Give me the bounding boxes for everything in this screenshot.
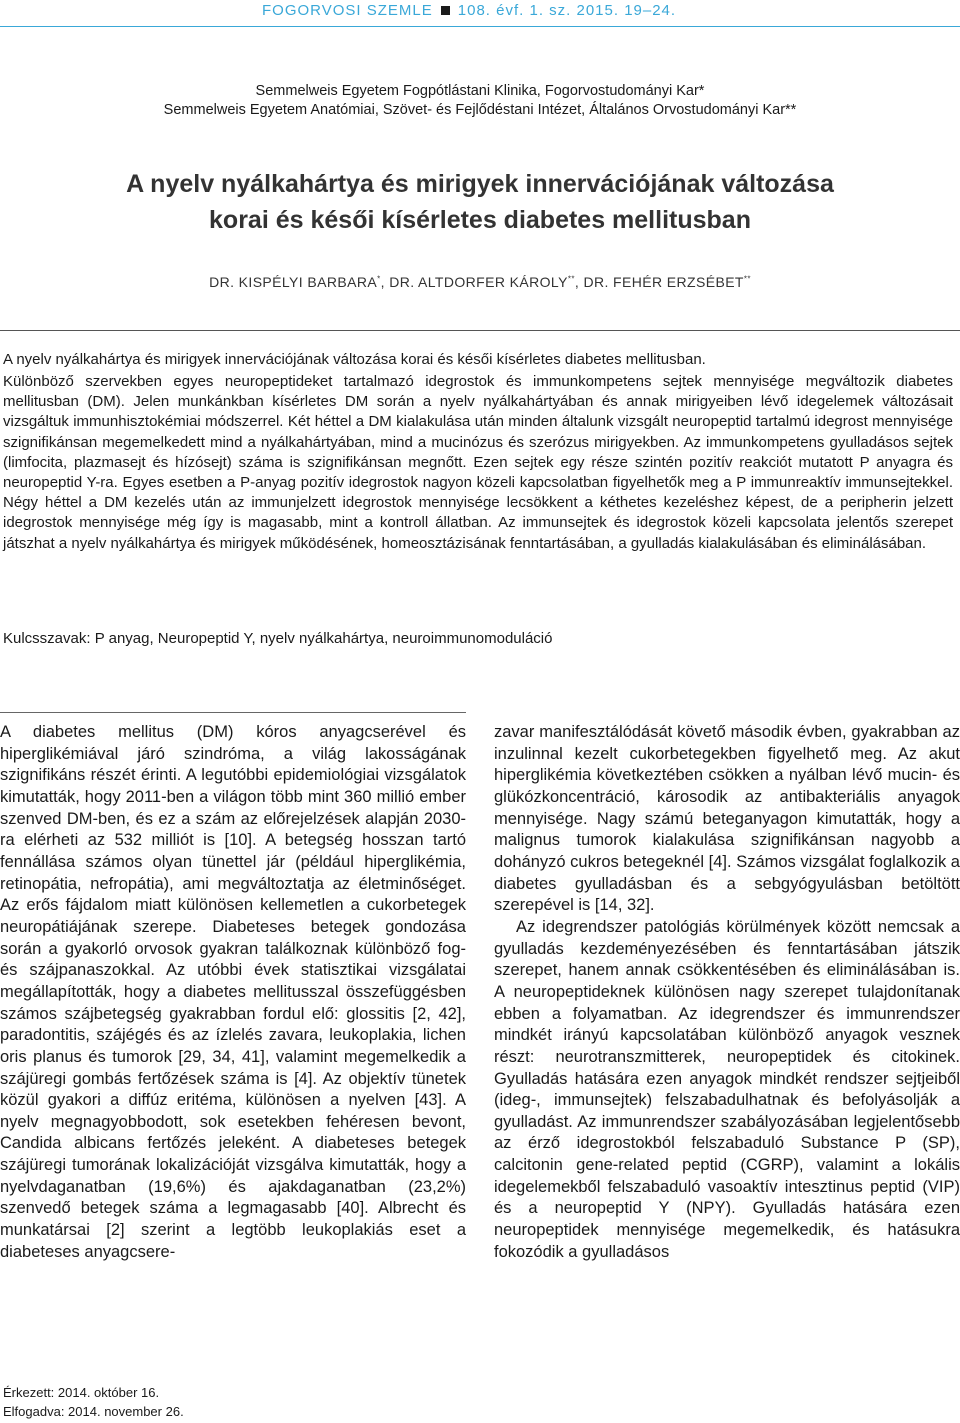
submission-dates xyxy=(3,1383,184,1421)
author-affiliation-mark: ** xyxy=(743,274,751,284)
author-affiliation-mark: ** xyxy=(567,274,575,284)
affiliation-2: Semmelweis Egyetem Anatómiai, Szövet- és Fejlődéstani Intézet, Általános Orvostudományi Kar** xyxy=(163,102,797,118)
journal-header xyxy=(0,0,960,27)
square-bullet-icon xyxy=(441,6,450,15)
journal-header-text xyxy=(262,2,676,19)
body-paragraph: Az idegrendszer patológiás körülmények között nemcsak a gyulladás kezdeményezésében és fenntartásában játszik szerepet, hanem annak csökkentésében és eliminálásában is. A neuropeptideknek különösen nagy szerepet tulajdonítanak ebben a folyamatban. Az idegrendszer és immunrendszer mindkét irányú kapcsolatában különböző anyagok vesznek részt: neurotranszmitterek, neuropeptidek és citokinek. Gyulladás hatására ezen anyagok mindkét rendszer sejtjeiből (ideg-, immunsejtek) felszabadulhatnak és befolyásolják a gyulladást. Az immunrendszer szabályozásában legjelentősebb az érző idegrostokból felszabaduló Substance P (SP), calcitonin gene-related peptid (CGRP), valamint a lokális idegelemekből felszabaduló vasoaktív intesztinus peptid (VIP) és a neuropeptid Y (NPY). Gyulladás hatására ezen neuropeptidek mennyisége megemelkedik, és hatásukra fokozódik a gyulladásos xyxy=(494,917,960,1261)
author-name: DR. KISPÉLYI BARBARA xyxy=(209,274,378,290)
author-separator: , xyxy=(574,274,584,290)
author-list xyxy=(0,274,960,290)
affiliations xyxy=(0,82,960,120)
article-title xyxy=(0,166,960,238)
author-separator: , xyxy=(380,274,390,290)
author-name: DR. FEHÉR ERZSÉBET xyxy=(583,274,744,290)
journal-citation: 108. évf. 1. sz. 2015. 19–24. xyxy=(457,2,677,19)
body-paragraph: zavar manifesztálódását követő második évben, gyakrabban az inzulinnal kezelt cukorbetegekben figyelhető meg. Az akut hiperglikémia következtében csökken a nyálban lévő mucin- és glükózkoncentráció, károsodik az antibakteriális anyagok mennyisége. Nagy számú beteganyagon kimutatták, hogy a malignus tumorok kialakulása szignifikánsan nagyobb a dohányzó cukros betegeknél [4]. Számos vizsgálat foglalkozik a diabetes gyulladásban és a sebgyógyulásban betöltött szerepével is [14, 32]. xyxy=(494,723,960,915)
author-name: DR. ALTDORFER KÁROLY xyxy=(389,274,568,290)
body-paragraph: A diabetes mellitus (DM) kóros anyagcserével és hiperglikémiával járó szindróma, a világ lakosságának szignifikáns részét érinti. A legutóbbi epidemiológiai vizsgálatok kimutatták, hogy 2011-ben a világon több mint 360 millió ember szenved DM-ben, és ez a szám az előrejelzések alapján 2030-ra elérheti az 532 milliót is [10]. A betegség hosszan tartó fennállása számos olyan tünettel jár (például hiperglikémia, retinopátia, nefropátia), ami megváltoztatja az életminőséget. Az erős fájdalom miatt különösen kellemetlen a cukorbetegek neuropátiájának szerepe. Diabeteses betegek gondozása során a gyakorló orvosok gyakran találkoznak különböző fog- és szájpanaszokkal. Az utóbbi évek statisztikai vizsgálatai megállapították, hogy a diabetes mellitusszal összefüggésben számos szájbetegség gyakrabban fordul elő: glossitis [2, 42], paradontitis, szájégés és az ízlelés zavara, leukoplakia, lichen oris planus és tumorok [29, 34, 41], valamint megemelkedik a szájüregi gombás fertőzések száma is [4]. Az objektív tünetek közül gyakori a diffúz eritéma, különösen a nyelven [43]. A nyelv megnagyobbodott, sok esetekben fehéresen bevont, Candida albicans fertőzés jeleként. A diabeteses betegek szájüregi tumorának lokalizációját vizsgálva kimutatták, hogy a nyelvdaganatban (19,6%) és ajakdaganatban (23,2%) szenvedő betegek száma a legmagasabb [40]. Albrecht és munkatársai [2] szerint a legtöbb leukoplakiás eset a diabeteses anyagcsere- xyxy=(0,723,466,1261)
body-column-left xyxy=(0,722,466,1263)
keywords: Kulcsszavak: P anyag, Neuropeptid Y, nyelv nyálkahártya, neuroimmunomoduláció xyxy=(3,630,553,647)
article-title-line-2: korai és késői kísérletes diabetes mellitusban xyxy=(209,206,751,234)
abstract-title: A nyelv nyálkahártya és mirigyek innervációjának változása korai és késői kísérletes diabetes mellitusban. xyxy=(3,351,706,368)
journal-name: FOGORVOSI SZEMLE xyxy=(262,2,433,19)
author-affiliation-mark: * xyxy=(377,274,381,284)
column-divider-rule xyxy=(0,712,466,713)
affiliation-1: Semmelweis Egyetem Fogpótlástani Klinika, Fogorvostudományi Kar* xyxy=(255,83,705,99)
body-column-right xyxy=(494,722,960,1263)
article-title-line-1: A nyelv nyálkahártya és mirigyek innervációjának változása xyxy=(126,170,834,198)
accepted-date: Elfogadva: 2014. november 26. xyxy=(3,1404,184,1419)
abstract-body: Különböző szervekben egyes neuropeptideket tartalmazó idegrostok és immunkompetens sejtek mennyisége megváltozik diabetes mellitusban (DM). Jelen munkánkban kísérletes DM során a nyelv nyálkahártyában és annak mirigyeiben lévő idegelemek változásait vizsgáltuk immunhisztokémiai módszerrel. Két héttel a DM kialakulása után minden általunk vizsgált neuropeptid tartalmú idegrost mennyisége szignifikánsan megemelkedett mind a nyálkahártyában, mind a mucinózus és szerózus mirigyekben. Az immunkompetens gyulladásos sejtek (limfocita, plazmasejt és hízósejt) száma is szignifikánsan megnőtt. Ezen sejtek egy része szintén pozitív reakciót mutatott P anyagra és neuropeptid Y-ra. Egyes esetben a P-anyag pozitív idegrostok nagyon közeli kapcsolatban figyelhetők meg a P immunreaktív immunsejtekkel. Négy héttel a DM kezelés után az immunjelzett idegrostok mennyisége lecsökkent a kéthetes kezeléshez képest, de a peripherin jelzett idegrostok mennyisége még így is magasabb, mint a kontroll állatban. Az immunsejtek és idegrostok közeli kapcsolata jelentős szerepet játszhat a nyelv nyálkahártya és mirigyek működésének, homeosztázisának fenntartásában, a gyulladás kialakulásában és eliminálásában. xyxy=(3,373,953,552)
received-date: Érkezett: 2014. október 16. xyxy=(3,1385,160,1400)
